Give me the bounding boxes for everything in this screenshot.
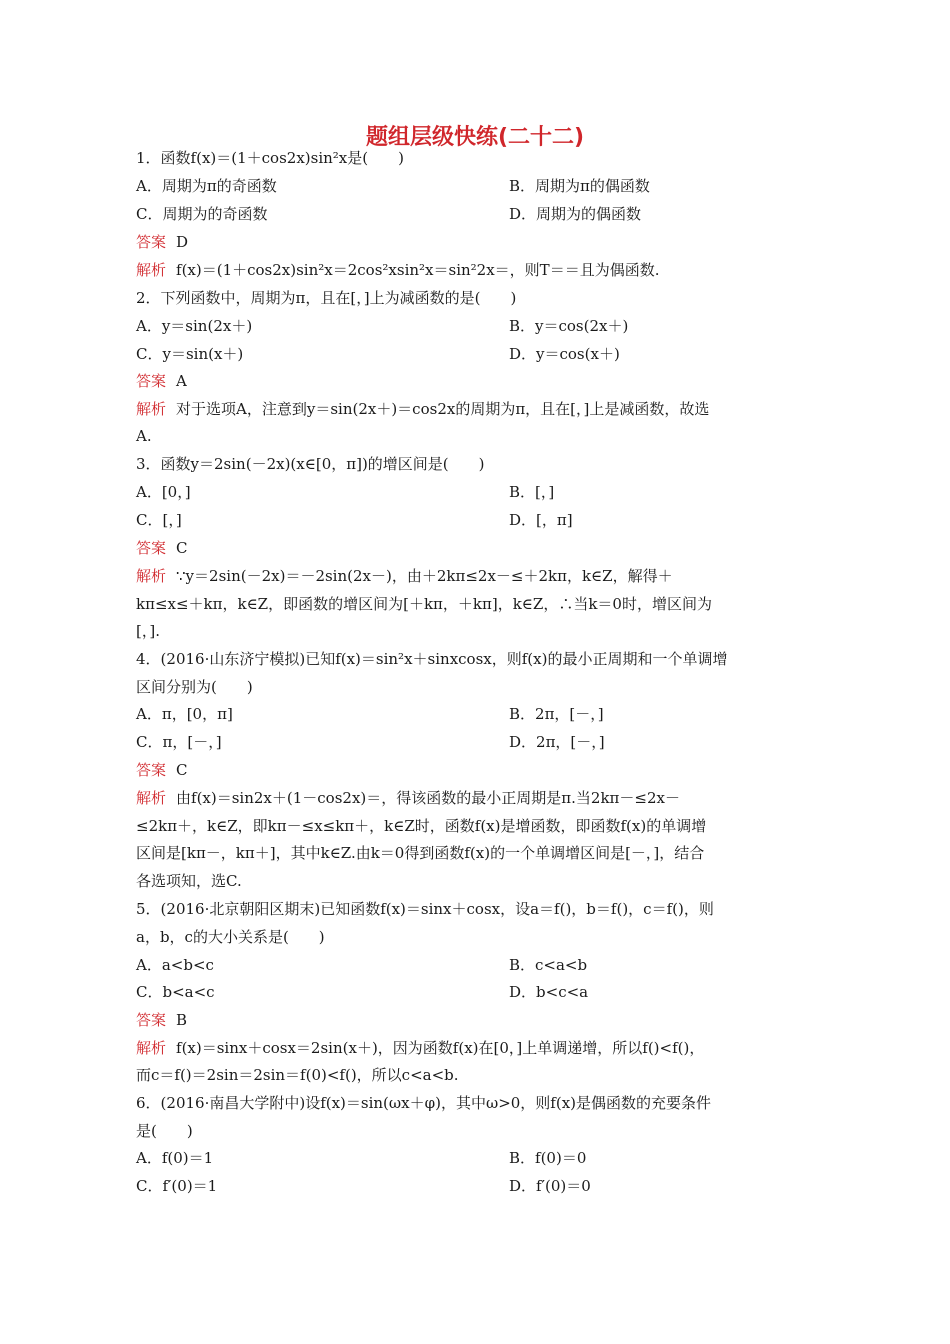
q4-answer-value: C (176, 761, 188, 779)
q6-stem-cont: 是( ) (136, 1122, 193, 1140)
q4-stem-cont: 区间分别为( ) (136, 678, 253, 696)
q3-option-b: B．[，] (509, 483, 555, 501)
q2-stem: 2．下列函数中，周期为π，且在[，]上为减函数的是( ) (136, 289, 517, 307)
q4-option-b: B．2π，[－，] (509, 705, 604, 723)
page-title: 题组层级快练(二十二) (365, 125, 585, 150)
q2-option-b: B．y＝cos(2x＋) (509, 317, 629, 335)
q5-option-b: B．c<a<b (509, 956, 588, 974)
q6-option-b: B．f(0)＝0 (509, 1149, 587, 1167)
q1-option-c: C．周期为的奇函数 (136, 205, 268, 223)
q5-option-c: C．b<a<c (136, 983, 215, 1001)
q3-option-a: A．[0，] (136, 483, 191, 501)
q1-option-b: B．周期为π的偶函数 (509, 177, 650, 195)
q1-stem: 1．函数f(x)＝(1＋cos2x)sin²x是( ) (136, 149, 404, 167)
q1-analysis (136, 260, 659, 280)
q2-option-d: D．y＝cos(x＋) (509, 345, 620, 363)
q2-option-a: A．y＝sin(2x＋) (136, 317, 253, 335)
analysis-tag: 解析 (136, 789, 167, 807)
q5-analysis-cont: 而c＝f()＝2sin＝2sin＝f(0)<f()，所以c<a<b. (136, 1066, 459, 1084)
q4-analysis-cont-1: ≤2kπ＋，k∈Z，即kπ－≤x≤kπ＋，k∈Z时，函数f(x)是增函数，即函数f(x)的单调增 (136, 817, 707, 835)
q2-analysis-text: 对于选项A，注意到y＝sin(2x＋)＝cos2x的周期为π，且在[，]上是减函数，故选 (176, 400, 710, 418)
q1-option-a: A．周期为π的奇函数 (136, 177, 277, 195)
q4-option-d: D．2π，[－，] (509, 733, 605, 751)
q5-answer (136, 1010, 187, 1030)
q3-option-c: C．[，] (136, 511, 182, 529)
q4-analysis-cont-3: 各选项知，选C. (136, 872, 242, 890)
q3-answer (136, 538, 188, 558)
q5-option-a: A．a<b<c (136, 956, 214, 974)
q2-answer (136, 371, 187, 391)
q4-analysis (136, 788, 680, 808)
q3-analysis (136, 566, 673, 586)
q1-answer (136, 232, 188, 252)
q5-answer-value: B (176, 1011, 188, 1029)
q2-option-c: C．y＝sin(x＋) (136, 345, 244, 363)
q5-analysis-text: f(x)＝sinx＋cosx＝2sin(x＋)，因为函数f(x)在[0，]上单调递增，所以f()<f()， (176, 1039, 705, 1057)
answer-tag: 答案 (136, 233, 167, 251)
q4-option-c: C．π，[－，] (136, 733, 222, 751)
q3-answer-value: C (176, 539, 188, 557)
q4-answer (136, 760, 188, 780)
q5-stem: 5．(2016·北京朝阳区期末)已知函数f(x)＝sinx＋cosx，设a＝f()，b＝f()，c＝f()，则 (136, 900, 714, 918)
analysis-tag: 解析 (136, 261, 167, 279)
analysis-tag: 解析 (136, 400, 167, 418)
analysis-tag: 解析 (136, 567, 167, 585)
q1-option-d: D．周期为的偶函数 (509, 205, 642, 223)
q1-analysis-text: f(x)＝(1＋cos2x)sin²x＝2cos²xsin²x＝sin²2x＝，则T＝＝且为偶函数. (176, 261, 660, 279)
q3-analysis-cont-2: [，]. (136, 622, 160, 640)
q3-option-d: D．[，π] (509, 511, 573, 529)
q1-answer-value: D (176, 233, 189, 251)
q6-option-c: C．f′(0)＝1 (136, 1177, 218, 1195)
answer-tag: 答案 (136, 372, 167, 390)
answer-tag: 答案 (136, 1011, 167, 1029)
q4-option-a: A．π，[0，π] (136, 705, 233, 723)
q4-stem: 4．(2016·山东济宁模拟)已知f(x)＝sin²x＋sinxcosx，则f(x)的最小正周期和一个单调增 (136, 650, 728, 668)
q2-answer-value: A (176, 372, 187, 390)
q3-stem: 3．函数y＝2sin(－2x)(x∈[0，π])的增区间是( ) (136, 455, 485, 473)
answer-tag: 答案 (136, 761, 167, 779)
answer-tag: 答案 (136, 539, 167, 557)
analysis-tag: 解析 (136, 1039, 167, 1057)
q3-analysis-text: ∵y＝2sin(－2x)＝－2sin(2x－)，由＋2kπ≤2x－≤＋2kπ，k∈Z，解得＋ (176, 567, 673, 585)
q6-option-d: D．f′(0)＝0 (509, 1177, 591, 1195)
q6-stem: 6．(2016·南昌大学附中)设f(x)＝sin(ωx＋φ)，其中ω>0，则f(x)是偶函数的充要条件 (136, 1094, 712, 1112)
q4-analysis-cont-2: 区间是[kπ－，kπ＋]，其中k∈Z.由k＝0得到函数f(x)的一个单调增区间是[－，]，结合 (136, 844, 705, 862)
q5-option-d: D．b<c<a (509, 983, 589, 1001)
q5-stem-cont: a，b，c的大小关系是( ) (136, 928, 325, 946)
q6-option-a: A．f(0)＝1 (136, 1149, 214, 1167)
q2-analysis (136, 399, 709, 419)
q3-analysis-cont-1: kπ≤x≤＋kπ，k∈Z，即函数的增区间为[＋kπ，＋kπ]，k∈Z，∴当k＝0时，增区间为 (136, 595, 712, 613)
q5-analysis (136, 1038, 704, 1058)
q2-analysis-cont: A. (136, 427, 152, 445)
q4-analysis-text: 由f(x)＝sin2x＋(1－cos2x)＝，得该函数的最小正周期是π.当2kπ－≤2x－ (176, 789, 680, 807)
